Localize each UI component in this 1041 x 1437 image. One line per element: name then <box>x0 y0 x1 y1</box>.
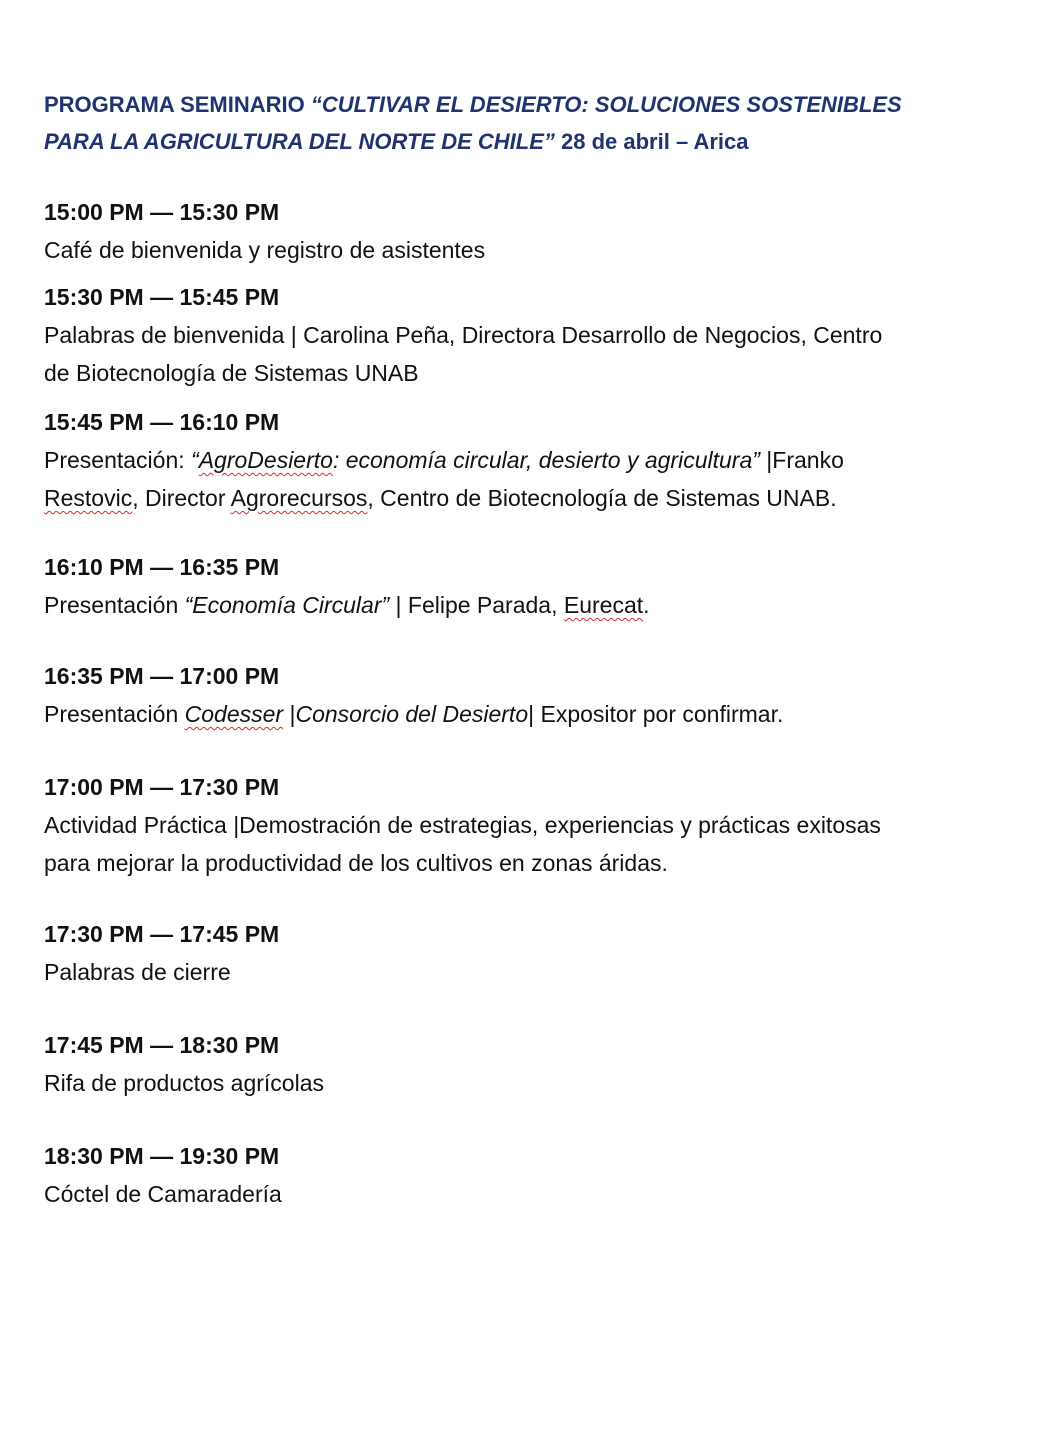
slot-description <box>44 586 944 624</box>
speaker-org: Agrorecursos <box>230 485 368 511</box>
slot-description: Rifa de productos agrícolas <box>44 1070 324 1096</box>
slot-description: Café de bienvenida y registro de asistentes <box>44 237 486 263</box>
slot-description: Palabras de bienvenida | Carolina Peña, Directora Desarrollo de Negocios, Centro de Biotecnología de Sistemas UNAB <box>44 322 883 386</box>
schedule-slot <box>44 194 944 269</box>
speaker-role: , Director <box>132 485 231 511</box>
schedule-slot <box>44 658 944 733</box>
title-date-location: 28 de abril – Arica <box>554 129 749 154</box>
slot-time: 15:30 PM — 15:45 PM <box>44 284 280 310</box>
schedule-slot <box>44 279 944 392</box>
talk-title-rest: : economía circular, desierto y agricultura” <box>332 447 760 473</box>
slot-description: Palabras de cierre <box>44 959 231 985</box>
slot-label: Presentación <box>44 592 185 618</box>
document-page <box>44 86 944 1213</box>
speaker-surname: Restovic <box>44 485 133 511</box>
schedule-slot <box>44 916 944 991</box>
slot-time: 15:00 PM — 15:30 PM <box>44 199 280 225</box>
talk-title-flagged: AgroDesierto <box>198 447 333 473</box>
org-separator: | <box>283 701 296 727</box>
title-prefix: PROGRAMA SEMINARIO <box>44 92 311 117</box>
schedule-slot <box>44 549 944 624</box>
presenter-org: Codesser <box>184 701 284 727</box>
speaker-affiliation: , Centro de Biotecnología de Sistemas UNAB. <box>367 485 837 511</box>
slot-time: 16:10 PM — 16:35 PM <box>44 554 280 580</box>
slot-tail: | Expositor por confirmar. <box>528 701 784 727</box>
slot-time: 17:00 PM — 17:30 PM <box>44 774 280 800</box>
title-seminar-name: “CULTIVAR EL DESIERTO: SOLUCIONES SOSTENIBLES PARA LA AGRICULTURA DEL NORTE DE CHILE” <box>44 92 902 154</box>
slot-time: 17:30 PM — 17:45 PM <box>44 921 280 947</box>
speaker-org: Eurecat <box>563 592 644 618</box>
talk-title-open: “ <box>191 447 199 473</box>
schedule-slot <box>44 1138 944 1213</box>
program-title <box>44 86 944 160</box>
slot-time: 16:35 PM — 17:00 PM <box>44 663 280 689</box>
slot-description: Actividad Práctica |Demostración de estrategias, experiencias y prácticas exitosas para mejorar la productividad de los cultivos en zonas áridas. <box>44 812 881 876</box>
schedule-slot <box>44 404 944 517</box>
schedule-slot <box>44 1027 944 1102</box>
slot-description <box>44 695 944 733</box>
slot-time: 18:30 PM — 19:30 PM <box>44 1143 280 1169</box>
slot-description: Cóctel de Camaradería <box>44 1181 282 1207</box>
slot-time: 15:45 PM — 16:10 PM <box>44 409 280 435</box>
slot-tail: . <box>643 592 650 618</box>
slot-label: Presentación <box>44 701 185 727</box>
consortium-name: Consorcio del Desierto <box>295 701 529 727</box>
schedule-slot <box>44 769 944 882</box>
slot-label: Presentación: <box>44 447 192 473</box>
slot-description <box>44 441 874 517</box>
slot-time: 17:45 PM — 18:30 PM <box>44 1032 280 1058</box>
speaker-separator: |Franko <box>759 447 844 473</box>
speaker-name: | Felipe Parada, <box>389 592 564 618</box>
talk-title: “Economía Circular” <box>184 592 390 618</box>
